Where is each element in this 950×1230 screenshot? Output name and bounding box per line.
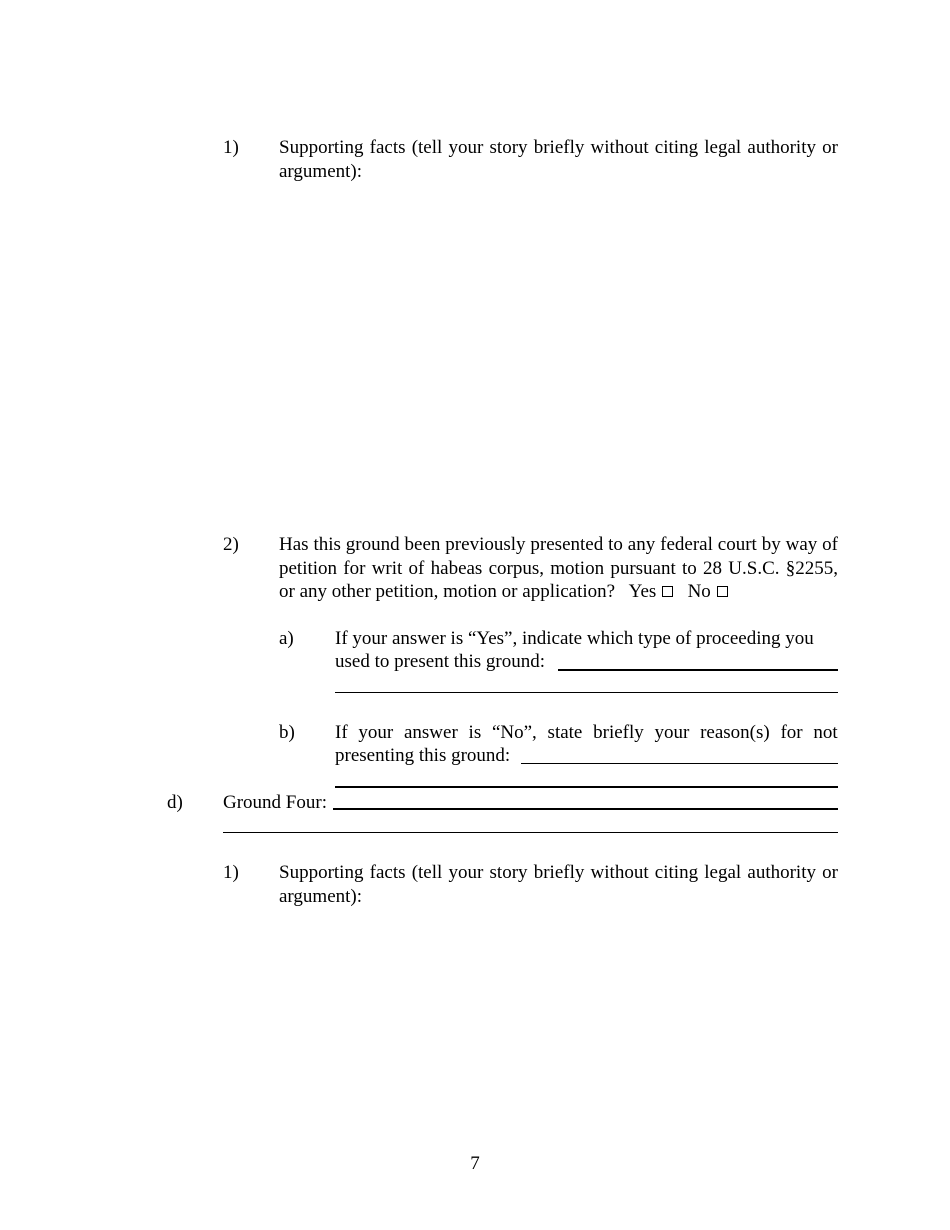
page-number: 7: [470, 1153, 480, 1174]
yes-checkbox[interactable]: [662, 586, 673, 597]
supporting-facts-answer-area[interactable]: [279, 190, 838, 520]
item-1-number: 1): [223, 137, 239, 158]
ground-four-supporting-facts-prompt: Supporting facts (tell your story briefly without citing legal authority or argument):: [279, 862, 838, 907]
no-checkbox[interactable]: [717, 586, 728, 597]
sub-b-answer-line-1[interactable]: [521, 763, 838, 764]
ground-four-label: Ground Four:: [223, 792, 327, 813]
sub-a-line1: If your answer is “Yes”, indicate which type of proceeding you: [335, 628, 814, 649]
sub-a-letter: a): [279, 628, 294, 649]
previously-presented-question: [279, 533, 838, 604]
supporting-facts-prompt: Supporting facts (tell your story briefly without citing legal authority or argument):: [279, 137, 838, 182]
sub-b-line2: presenting this ground:: [335, 745, 511, 766]
ground-four-supporting-facts-answer-area[interactable]: [279, 915, 838, 1135]
ground-four-answer-line-2[interactable]: [223, 832, 838, 833]
item-2-number: 2): [223, 534, 239, 555]
yes-label: Yes: [628, 581, 657, 602]
no-label: No: [687, 581, 711, 602]
sub-a-answer-line-2[interactable]: [335, 692, 838, 693]
previously-presented-text: Has this ground been previously presented to any federal court by way of petition for writ of habeas corpus, motion pursuant to 28 U.S.C. §2255, or any other petition, motion or application?: [279, 534, 838, 602]
sub-b-line1: If your answer is “No”, state briefly your reason(s) for not: [335, 722, 838, 743]
sub-b-letter: b): [279, 722, 295, 743]
section-d-letter: d): [167, 792, 183, 813]
sub-b-answer-line-2[interactable]: [335, 786, 838, 788]
sub-a-answer-line-1[interactable]: [558, 669, 838, 671]
ground-four-answer-line-1[interactable]: [333, 808, 838, 810]
ground-four-item-1-number: 1): [223, 862, 239, 883]
sub-a-line2: used to present this ground:: [335, 651, 546, 672]
